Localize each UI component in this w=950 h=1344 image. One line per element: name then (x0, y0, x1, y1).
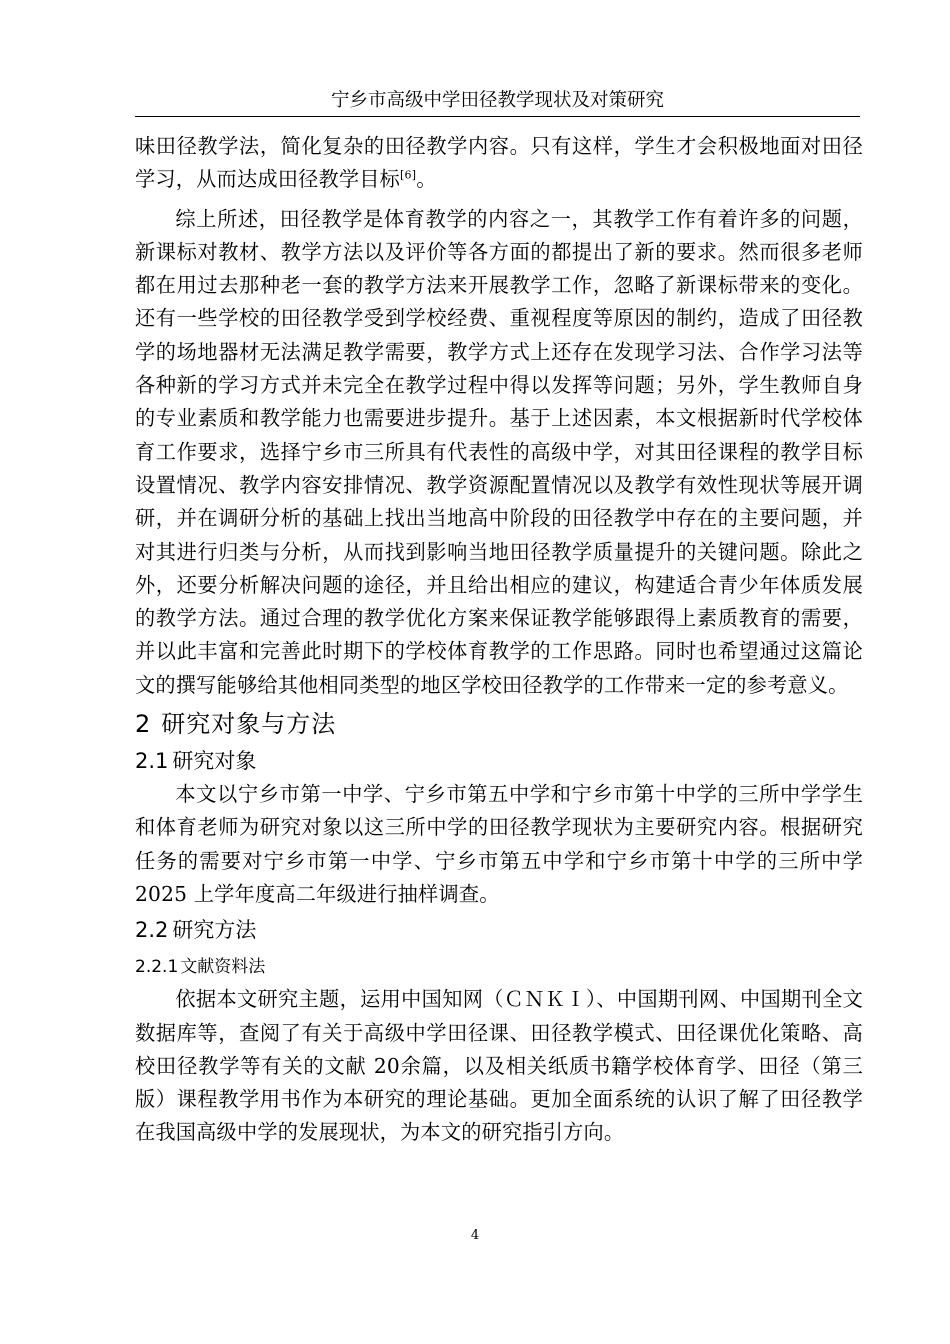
paragraph-text: 味田径教学法，简化复杂的田径教学内容。只有这样，学生才会积极地面对田径学习，从而达成田径教学目标 (135, 134, 863, 192)
section-title: 研究对象与方法 (161, 710, 337, 739)
subsubsection-title: 文献资料法 (180, 957, 266, 978)
paragraph-end: 。 (416, 167, 437, 192)
paragraph-literature-method: 依据本文研究主题，运用中国知网（ＣＮＫＩ）、中国期刊网、中国期刊全文数据库等，查阅了有关于高级中学田径课、田径教学模式、田径课优化策略、高校田径教学等有关的文献 20余篇，以及相关纸质书籍学校体育学、田径（第三版）课程教学用书作为本研究的理论基础。更加全面系统的认识了解了田径教学在我国高级中学的发展现状，为本文的研究指引方向。 (135, 987, 863, 1145)
page-body (135, 130, 863, 1150)
subsection-heading (135, 913, 863, 947)
paragraph-summary: 综上所述，田径教学是体育教学的内容之一，其教学工作有着许多的问题，新课标对教材、教学方法以及评价等各方面的都提出了新的要求。然而很多老师都在用过去那种老一套的教学方法来开展教学工作，忽略了新课标带来的变化。还有一些学校的田径教学受到学校经费、重视程度等原因的制约，造成了田径教学的场地器材无法满足教学需要，教学方式上还存在发现学习法、合作学习法等各种新的学习方式并未完全在教学过程中得以发挥等问题；另外，学生教师自身的专业素质和教学能力也需要进步提升。基于上述因素，本文根据新时代学校体育工作要求，选择宁乡市三所具有代表性的高级中学，对其田径课程的教学目标设置情况、教学内容安排情况、教学资源配置情况以及教学有效性现状等展开调研，并在调研分析的基础上找出当地高中阶段的田径教学中存在的主要问题，并对其进行归类与分析，从而找到影响当地田径教学质量提升的关键问题。除此之外，还要分析解决问题的途径，并且给出相应的建议，构建适合青少年体质发展的教学方法。通过合理的教学优化方案来保证教学能够跟得上素质教育的需要，并以此丰富和完善此时期下的学校体育教学的工作思路。同时也希望通过这篇论文的撰写能够给其他相同类型的地区学校田径教学的工作带来一定的参考意义。 (135, 206, 863, 697)
section-heading (135, 706, 863, 742)
subsubsection-number: 2.2.1 (135, 957, 179, 978)
subsection-title: 研究方法 (172, 918, 257, 943)
paragraph-continued (135, 130, 863, 197)
subsection-number: 2.1 (135, 749, 169, 774)
section-number: 2 (135, 710, 152, 739)
citation-marker: [6] (400, 168, 417, 182)
subsection-heading (135, 744, 863, 778)
running-header: 宁乡市高级中学田径教学现状及对策研究 (135, 88, 860, 117)
page-number: 4 (470, 1228, 480, 1243)
paragraph-research-object: 本文以宁乡市第一中学、宁乡市第五中学和宁乡市第十中学的三所中学学生和体育老师为研究对象以这三所中学的田径教学现状为主要研究内容。根据研究任务的需要对宁乡市第一中学、宁乡市第五中学和宁乡市第十中学的三所中学 2025 上学年度高二年级进行抽样调查。 (135, 782, 863, 906)
subsection-number: 2.2 (135, 918, 169, 943)
subsubsection-heading (135, 951, 863, 983)
subsection-title: 研究对象 (172, 749, 257, 774)
